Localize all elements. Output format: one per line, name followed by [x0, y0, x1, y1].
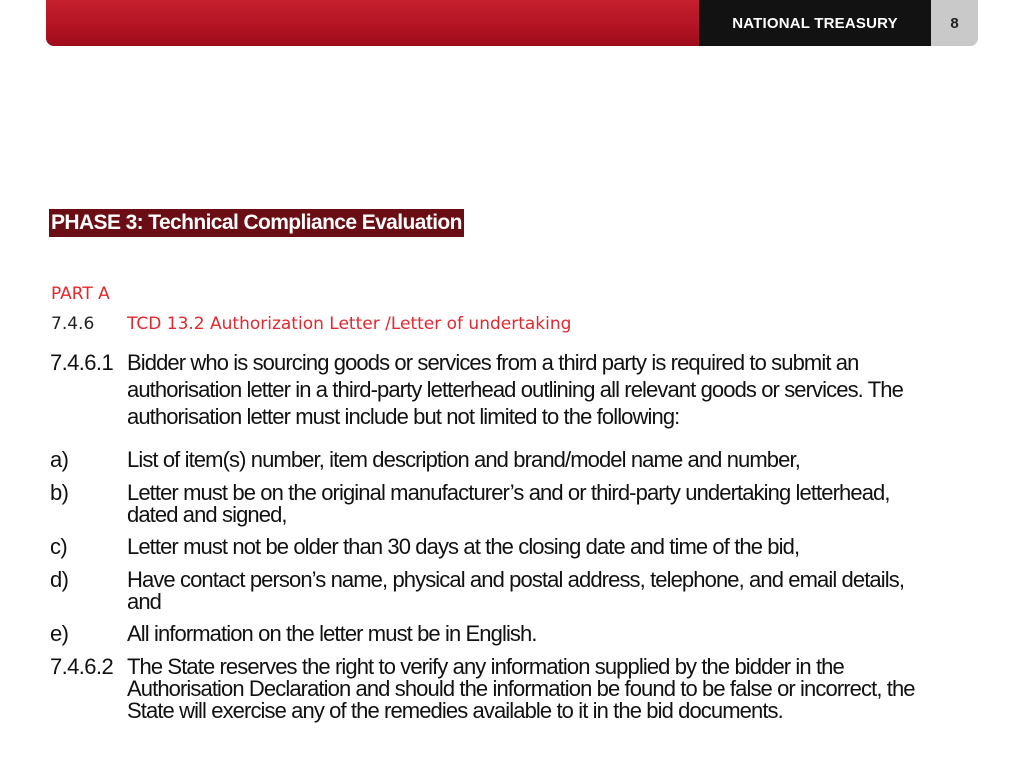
list-item-text: List of item(s) number, item description and brand/model name and number, — [127, 447, 800, 472]
para-line: Authorisation Declaration and should the information be found to be false or incorrect, the — [127, 676, 915, 701]
list-item-text: dated and signed, — [127, 502, 287, 527]
para-line: State will exercise any of the remedies available to it in the bid documents. — [127, 698, 783, 723]
list-item-label: b) — [50, 480, 69, 505]
list-item-text: Have contact person’s name, physical and postal address, telephone, and email details, — [127, 567, 905, 592]
para-line: Bidder who is sourcing goods or services from a third party is required to submit an — [127, 350, 859, 375]
section-title: TCD 13.2 Authorization Letter /Letter of undertaking — [127, 314, 572, 334]
phase-title: PHASE 3: Technical Compliance Evaluation — [49, 209, 464, 237]
list-item-label: c) — [50, 534, 68, 559]
list-item-text: and — [127, 589, 162, 614]
page-number: 8 — [931, 0, 978, 46]
para-line: authorisation letter must include but not limited to the following: — [127, 404, 680, 429]
list-item-label: d) — [50, 567, 69, 592]
part-label: PART A — [51, 284, 110, 304]
para-number: 7.4.6.2 — [50, 654, 114, 679]
list-item-label: a) — [50, 447, 69, 472]
list-item-text: All information on the letter must be in English. — [127, 621, 537, 646]
para-line: authorisation letter in a third-party letterhead outlining all relevant goods or services. The — [127, 377, 903, 402]
brand-label: NATIONAL TREASURY — [699, 0, 931, 46]
list-item-text: Letter must not be older than 30 days at the closing date and time of the bid, — [127, 534, 800, 559]
list-item-label: e) — [50, 621, 69, 646]
slide-header-bar — [46, 0, 978, 46]
para-number: 7.4.6.1 — [50, 350, 114, 375]
para-line: The State reserves the right to verify any information supplied by the bidder in the — [127, 654, 844, 679]
header-red-band — [46, 0, 699, 46]
section-number: 7.4.6 — [51, 314, 95, 334]
list-item-text: Letter must be on the original manufacturer’s and or third-party undertaking letterhead, — [127, 480, 890, 505]
